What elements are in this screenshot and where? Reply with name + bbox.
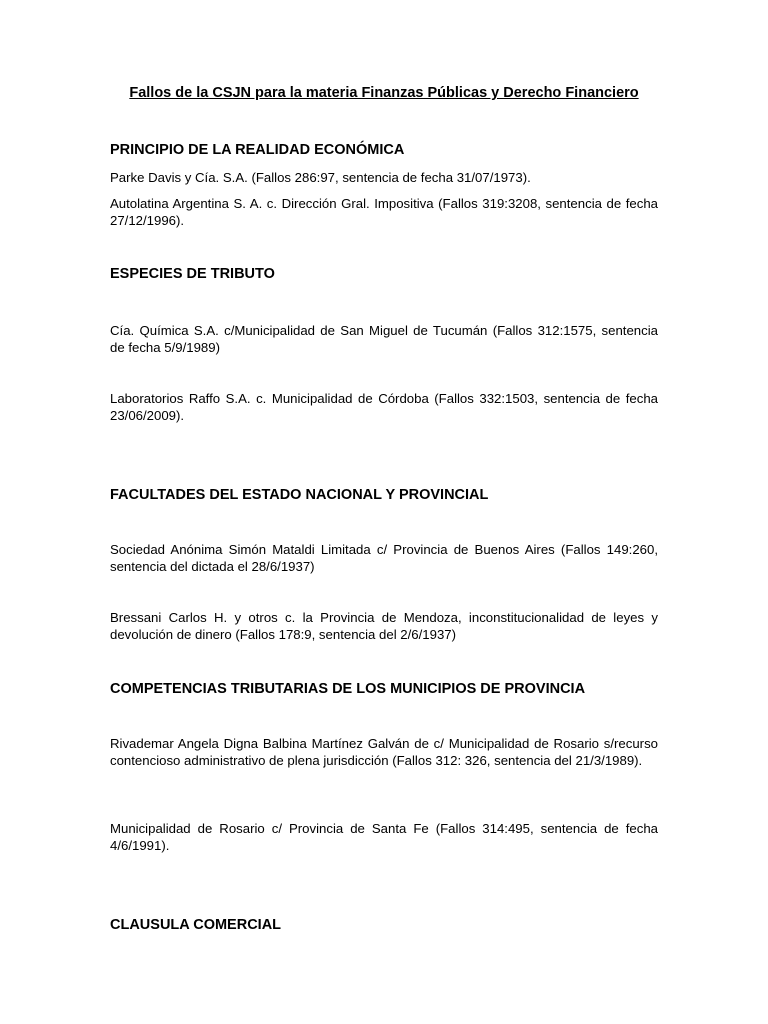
section-heading-realidad-economica: PRINCIPIO DE LA REALIDAD ECONÓMICA — [110, 142, 405, 158]
section-heading-especies-de-tributo: ESPECIES DE TRIBUTO — [110, 266, 275, 282]
case-entry: Parke Davis y Cía. S.A. (Fallos 286:97, sentencia de fecha 31/07/1973). — [110, 170, 531, 185]
case-entry: Municipalidad de Rosario c/ Provincia de Santa Fe (Fallos 314:495, sentencia de fecha 4/6/1991). — [110, 821, 658, 853]
section-heading-clausula-comercial: CLAUSULA COMERCIAL — [110, 917, 282, 933]
section-heading-competencias-municipios: COMPETENCIAS TRIBUTARIAS DE LOS MUNICIPIOS DE PROVINCIA — [110, 681, 586, 697]
section-heading-facultades: FACULTADES DEL ESTADO NACIONAL Y PROVINCIAL — [110, 487, 489, 503]
case-entry: Rivademar Angela Digna Balbina Martínez Galván de c/ Municipalidad de Rosario s/recurso contencioso administrativo de plena jurisdicción (Fallos 312: 326, sentencia del 21/3/1989). — [110, 736, 658, 768]
case-entry: Laboratorios Raffo S.A. c. Municipalidad de Córdoba (Fallos 332:1503, sentencia de fecha 23/06/2009). — [110, 391, 658, 423]
case-entry: Cía. Química S.A. c/Municipalidad de San Miguel de Tucumán (Fallos 312:1575, sentencia de fecha 5/9/1989) — [110, 323, 658, 355]
case-entry: Autolatina Argentina S. A. c. Dirección Gral. Impositiva (Fallos 319:3208, sentencia de fecha 27/12/1996). — [110, 196, 658, 228]
case-entry: Bressani Carlos H. y otros c. la Provincia de Mendoza, inconstitucionalidad de leyes y devolución de dinero (Fallos 178:9, sentencia del 2/6/1937) — [110, 610, 658, 642]
document-title: Fallos de la CSJN para la materia Finanzas Públicas y Derecho Financiero — [129, 85, 639, 101]
case-entry: Sociedad Anónima Simón Mataldi Limitada c/ Provincia de Buenos Aires (Fallos 149:260, sentencia del dictada el 28/6/1937) — [110, 542, 658, 574]
